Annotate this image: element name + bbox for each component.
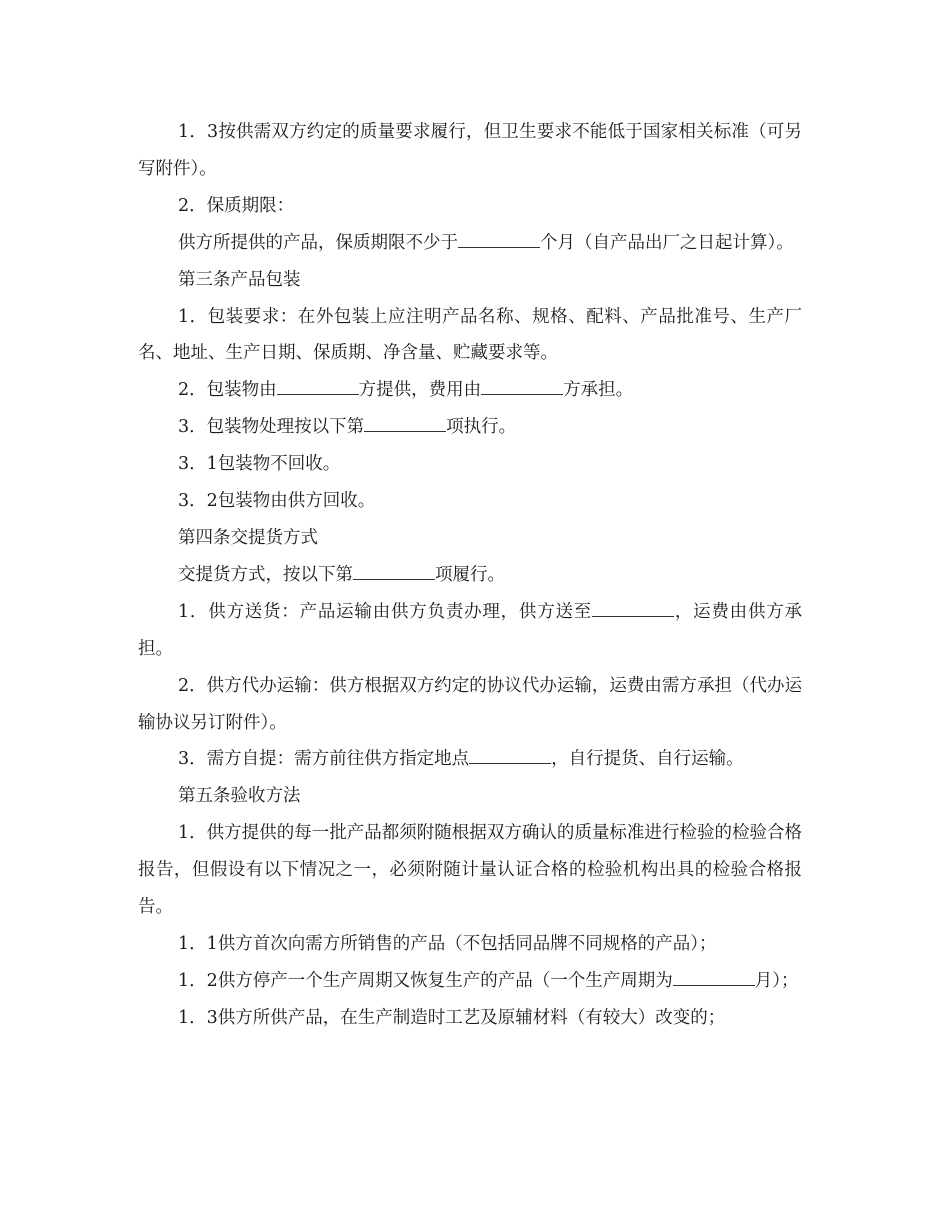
paragraph-text: 3．1包装物不回收。 bbox=[178, 454, 341, 475]
paragraph-text: 1．2供方停产一个生产周期又恢复生产的产品（一个生产周期为 bbox=[178, 970, 673, 991]
clause-buyer-pickup bbox=[138, 741, 802, 778]
clause-inspection-report bbox=[138, 815, 802, 926]
clause-agency-transport bbox=[138, 668, 802, 742]
paragraph-text: 1．供方提供的每一批产品都须附随根据双方确认的质量标准进行检验的检验合格报告，但假设有以下情况之一，必须附随计量认证合格的检验机构出具的检验合格报告。 bbox=[138, 823, 802, 918]
clause-packaging-requirements bbox=[138, 299, 802, 373]
paragraph-text: 1．供方送货：产品运输由供方负责办理，供方送至 bbox=[178, 601, 593, 622]
paragraph-text: ，运费由供方承担。 bbox=[138, 601, 802, 659]
clause-packaging-disposal bbox=[138, 409, 802, 446]
blank-disposal-option[interactable] bbox=[364, 416, 446, 433]
section-heading-packaging bbox=[138, 262, 802, 299]
paragraph-text: 交提货方式，按以下第 bbox=[178, 564, 353, 585]
blank-shelf-life-months[interactable] bbox=[458, 231, 540, 248]
paragraph-text: ，自行提货、自行运输。 bbox=[551, 749, 744, 770]
document-page bbox=[138, 114, 802, 1037]
paragraph-text: 3．包装物处理按以下第 bbox=[178, 417, 365, 438]
paragraph-text: 2．供方代办运输：供方根据双方约定的协议代办运输，运费由需方承担（代办运输协议另订附件）。 bbox=[138, 675, 802, 733]
paragraph-text: 3．2包装物由供方回收。 bbox=[178, 491, 376, 512]
section-heading-inspection bbox=[138, 778, 802, 815]
blank-pickup-location[interactable] bbox=[469, 748, 551, 765]
paragraph-text: 方提供，费用由 bbox=[358, 380, 482, 401]
clause-supplier-delivery bbox=[138, 594, 802, 668]
section-heading-delivery bbox=[138, 520, 802, 557]
clause-1-1-first-sale bbox=[138, 926, 802, 963]
paragraph-text: 1．3按供需双方约定的质量要求履行，但卫生要求不能低于国家相关标准（可另写附件）。 bbox=[138, 122, 802, 179]
paragraph-text: 3．需方自提：需方前往供方指定地点 bbox=[178, 749, 470, 770]
clause-1-2-production-resume bbox=[138, 963, 802, 1000]
blank-packaging-cost-party[interactable] bbox=[481, 379, 563, 396]
blank-delivery-destination[interactable] bbox=[592, 600, 674, 617]
heading-text: 第四条交提货方式 bbox=[178, 527, 318, 548]
blank-production-cycle[interactable] bbox=[673, 969, 755, 986]
paragraph-text: 月）； bbox=[754, 970, 799, 991]
paragraph-text: 供方所提供的产品，保质期限不少于 bbox=[178, 232, 458, 253]
clause-1-3-quality bbox=[138, 114, 802, 188]
clause-packaging-provider bbox=[138, 372, 802, 409]
paragraph-text: 1．包装要求：在外包装上应注明产品名称、规格、配料、产品批准号、生产厂名、地址、生产日期、保质期、净含量、贮藏要求等。 bbox=[138, 306, 802, 364]
paragraph-text: 1．3供方所供产品，在生产制造时工艺及原辅材料（有较大）改变的； bbox=[178, 1007, 726, 1028]
paragraph-text: 2．保质期限： bbox=[178, 195, 295, 216]
paragraph-text: 2．包装物由 bbox=[178, 380, 277, 401]
clause-2-shelf-life-title bbox=[138, 188, 802, 225]
clause-1-3-process-change bbox=[138, 1000, 802, 1037]
paragraph-text: 项履行。 bbox=[435, 564, 505, 585]
clause-3-2-supplier-recycle bbox=[138, 483, 802, 520]
paragraph-text: 1．1供方首次向需方所销售的产品（不包括同品牌不同规格的产品）； bbox=[178, 933, 717, 954]
paragraph-text: 个月（自产品出厂之日起计算）。 bbox=[540, 232, 794, 253]
paragraph-text: 方承担。 bbox=[563, 380, 634, 401]
heading-text: 第五条验收方法 bbox=[178, 786, 301, 807]
delivery-method-paragraph bbox=[138, 557, 802, 594]
heading-text: 第三条产品包装 bbox=[178, 269, 301, 290]
blank-packaging-provider[interactable] bbox=[277, 379, 359, 396]
clause-3-1-no-recycle bbox=[138, 446, 802, 483]
paragraph-text: 项执行。 bbox=[446, 417, 517, 438]
blank-delivery-option[interactable] bbox=[353, 563, 435, 580]
shelf-life-paragraph bbox=[138, 225, 802, 262]
